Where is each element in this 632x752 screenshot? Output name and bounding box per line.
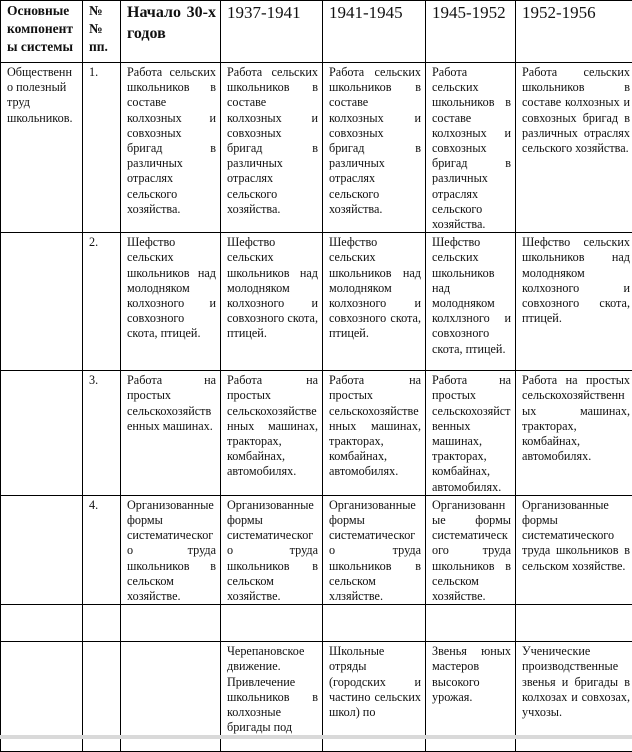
component-cell: Общественно полезный труд школьников. — [1, 63, 83, 233]
table-cell: Работа сельских школьников в составе колхозных и совхозных бригад в различных отраслях сельского хозяйства. — [426, 63, 516, 233]
header-row — [1, 1, 632, 63]
table-cell: Ученические производственные звенья и бригады в колхозах и совхозах, учхозы. — [516, 642, 632, 752]
number-cell: 1. — [83, 63, 121, 233]
table-cell: Шефство сельских школьников над молодняком колхозного и совхозного скота, птицей. — [516, 233, 632, 371]
table-row — [1, 371, 632, 496]
table-cell: Организованные формы систематического труда школьников в сельском хозяйстве. — [516, 495, 632, 604]
header-components: Основные компоненты системы — [1, 1, 83, 63]
header-period: 1941-1945 — [323, 1, 426, 63]
table-cell: Работа на простых сельскохозяйственных машинах. — [121, 371, 221, 496]
table-cell — [323, 605, 426, 642]
header-number: № № пп. — [83, 1, 121, 63]
table-cell: Работа сельских школьников в составе колхозных и совхозных бригад в различных отраслях сельского хозяйства. — [121, 63, 221, 233]
table-cell: Работа на простых сельскохозяйственных машинах, тракторах, комбайнах, автомобилях. — [516, 371, 632, 496]
table-cell: Работа сельских школьников в составе колхозных и совхозных бригад в различных отраслях сельского хозяйства. — [323, 63, 426, 233]
table-cell: Организованные формы систематического труда школьников в сельском хозяйстве. — [426, 495, 516, 604]
number-cell: 2. — [83, 233, 121, 371]
header-period: 1945-1952 — [426, 1, 516, 63]
table-cell: Шефство сельских школьников над молодняком колхлзного и совхозного скота, птицей. — [426, 233, 516, 371]
number-cell: 4. — [83, 495, 121, 604]
table-cell: Работа на простых сельскохозяйственных машинах, тракторах, комбайнах, автомобилях. — [426, 371, 516, 496]
table-cell: Шефство сельских школьников над молодняком колхозного и совхозного скота, птицей. — [121, 233, 221, 371]
table-cell: Организованные формы систематического труда школьников в сельском хозяйстве. — [221, 495, 323, 604]
table-cell: Работа на простых сельскохозяйственных машинах, тракторах, комбайнах, автомобилях. — [221, 371, 323, 496]
table-cell: Шефство сельских школьников над молодняком колхозного и совхозного скота, птицей. — [221, 233, 323, 371]
table-cell — [221, 605, 323, 642]
table-cell: Организованные формы систематического труда школьников в сельском хлзяйстве. — [323, 495, 426, 604]
component-cell — [1, 233, 83, 371]
table-row — [1, 233, 632, 371]
table-cell — [121, 605, 221, 642]
component-cell — [1, 495, 83, 604]
header-period: Начало 30-х годов — [121, 1, 221, 63]
page-bottom-edge — [0, 735, 632, 739]
table-cell: Шефство сельских школьников над молодняком колхозного и совхозного скота, птицей. — [323, 233, 426, 371]
component-cell — [1, 605, 83, 642]
table-row — [1, 605, 632, 642]
table-cell: Работа сельских школьников в составе колхозных и совхозных бригад в различных отраслях сельского хозяйства. — [516, 63, 632, 233]
table-row — [1, 495, 632, 604]
header-period: 1952-1956 — [516, 1, 632, 63]
number-cell — [83, 605, 121, 642]
table-cell — [426, 605, 516, 642]
table-cell: Черепановское движение. Привлечение школьников в колхозные бригады под — [221, 642, 323, 752]
header-period: 1937-1941 — [221, 1, 323, 63]
table-cell: Работа сельских школьников в составе колхозных и совхозных бригад в различных отраслях сельского хозяйства. — [221, 63, 323, 233]
table-cell: Организованные формы систематического труда школьников в сельском хозяйстве. — [121, 495, 221, 604]
table-cell: Звенья юных мастеров высокого урожая. — [426, 642, 516, 752]
table-cell: Школьные отряды (городских и частино сельских школ) по — [323, 642, 426, 752]
table-cell — [516, 605, 632, 642]
table-row — [1, 63, 632, 233]
component-cell — [1, 371, 83, 496]
table-cell: Работа на простых сельскохозяйственных машинах, тракторах, комбайнах, автомобилях. — [323, 371, 426, 496]
number-cell: 3. — [83, 371, 121, 496]
